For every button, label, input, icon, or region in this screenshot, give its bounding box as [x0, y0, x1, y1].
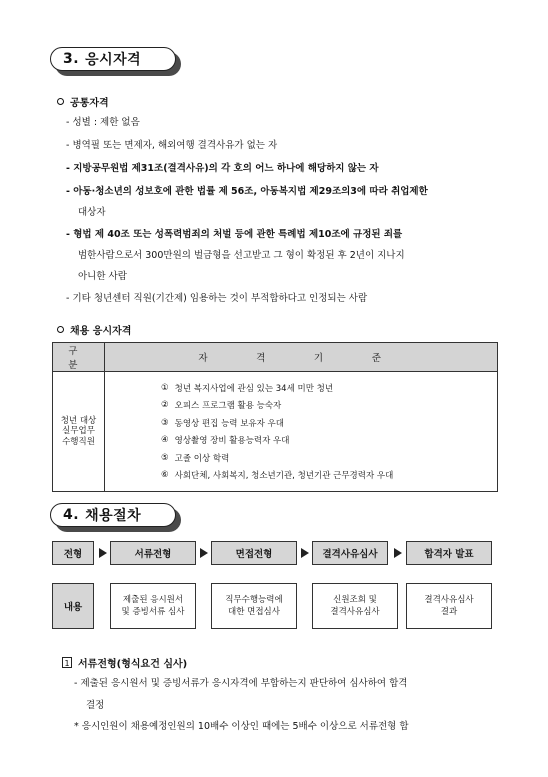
process-step-announcement: 합격자 발표 — [406, 541, 492, 565]
criteria-item: ② 오피스 프로그램 활용 능숙자 — [161, 400, 282, 412]
section4-number: 4. — [63, 507, 80, 523]
common-item: - 지방공무원법 제31조(결격사유)의 각 호의 어느 하나에 해당하지 않는 자 — [66, 163, 379, 174]
process-label-content: 내용 — [52, 583, 94, 629]
arrow-right-icon — [99, 548, 107, 558]
section4-header — [50, 503, 176, 527]
criteria-item: ④ 영상촬영 장비 활용능력자 우대 — [161, 435, 290, 447]
criteria-item: ⑥ 사회단체, 사회복지, 청소년기관, 청년기관 근무경력자 우대 — [161, 470, 394, 482]
common-item: - 아동·청소년의 성보호에 관한 법률 제 56조, 아동복지법 제29조의3에 따라 취업제한 — [66, 186, 428, 197]
document-review-note: * 응시인원이 채용예정인원의 10배수 이상인 때에는 5배수 이상으로 서류전형 합 — [74, 721, 409, 732]
common-heading-text: 공통자격 — [70, 98, 109, 109]
process-content-disqualification: 신원조회 및 결격사유심사 — [312, 583, 398, 629]
arrow-right-icon — [394, 548, 402, 558]
hiring-heading — [57, 322, 131, 337]
common-item: 아니한 사람 — [78, 271, 127, 282]
hiring-heading-text: 채용 응시자격 — [70, 326, 132, 337]
section3-header — [50, 47, 176, 71]
criteria-item: ⑤ 고졸 이상 학력 — [161, 452, 230, 464]
common-item: - 병역필 또는 면제자, 해외여행 결격사유가 없는 자 — [66, 140, 278, 151]
process-step-disqualification: 결격사유심사 — [312, 541, 388, 565]
criteria-cell — [105, 372, 498, 492]
common-item: - 형법 제 40조 또는 성폭력범죄의 처벌 등에 관한 특례법 제10조에 규정된 죄를 — [66, 229, 403, 240]
process-content-announcement: 결격사유심사 결과 — [406, 583, 492, 629]
document-review-heading — [62, 655, 187, 670]
criteria-item: ③ 동영상 편집 능력 보유자 우대 — [161, 417, 284, 429]
section3-number: 3. — [63, 51, 80, 67]
hollow-circle-icon — [57, 98, 64, 105]
qualification-table — [52, 342, 498, 492]
common-item: 대상자 — [78, 207, 106, 218]
process-label-stage: 전형 — [52, 541, 94, 565]
process-step-document: 서류전형 — [110, 541, 196, 565]
process-content-interview: 직무수행능력에 대한 면접심사 — [211, 583, 297, 629]
category-cell: 청년 대상 실무업무 수행직원 — [53, 372, 105, 492]
document-review-line: 결정 — [86, 700, 105, 711]
common-item: 범한사람으로서 300만원의 벌금형을 선고받고 그 형이 확정된 후 2년이 지나지 — [78, 250, 405, 261]
hollow-circle-icon — [57, 326, 64, 333]
table-header-category: 구 분 — [53, 343, 105, 372]
criteria-item: ① 청년 복지사업에 관심 있는 34세 미만 청년 — [161, 382, 334, 394]
section3-title: 응시자격 — [85, 52, 142, 68]
section4-title: 채용절차 — [85, 508, 142, 524]
process-step-interview: 면접전형 — [211, 541, 297, 565]
arrow-right-icon — [301, 548, 309, 558]
document-review-title: 서류전형(형식요건 심사) — [78, 659, 188, 670]
numbered-box-icon: 1 — [62, 657, 72, 668]
common-item: - 성별 : 제한 없음 — [66, 117, 140, 128]
arrow-right-icon — [200, 548, 208, 558]
process-content-document: 제출된 응시원서 및 증빙서류 심사 — [110, 583, 196, 629]
document-review-line: - 제출된 응시원서 및 증빙서류가 응시자격에 부합하는지 판단하여 심사하여 합격 — [74, 678, 408, 689]
common-heading — [57, 94, 109, 109]
common-item: - 기타 청년센터 직원(기간제) 임용하는 것이 부적합하다고 인정되는 사람 — [66, 293, 368, 304]
table-header-criteria: 자 격 기 준 — [105, 343, 498, 372]
